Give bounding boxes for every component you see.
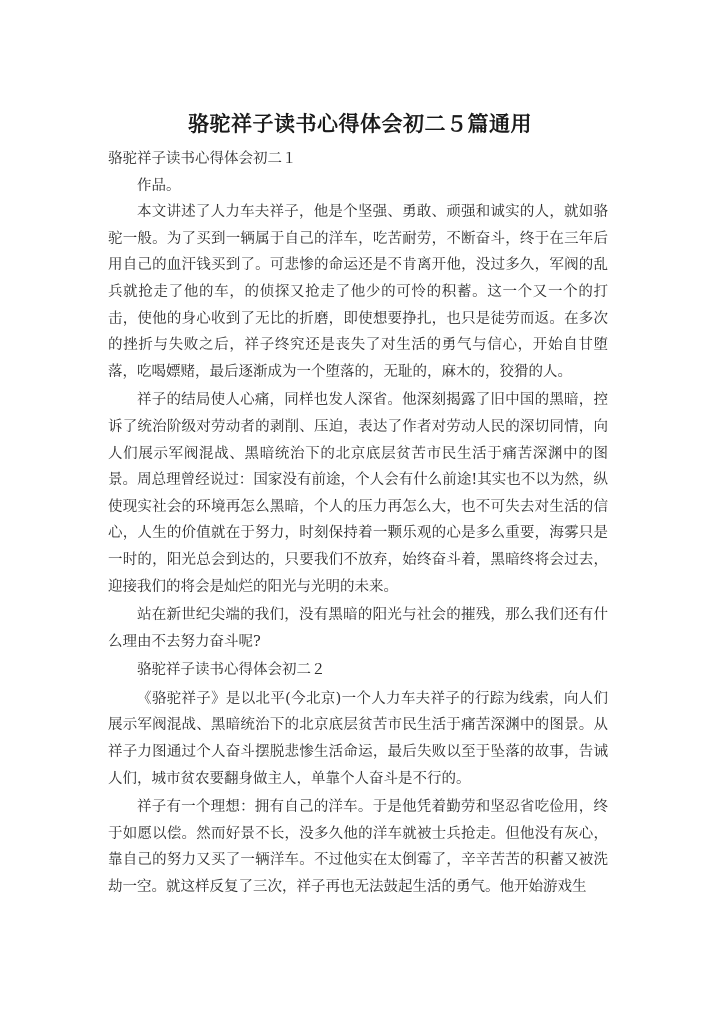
paragraph: 站在新世纪尖端的我们，没有黑暗的阳光与社会的摧残，那么我们还有什么理由不去努力奋斗呢?	[108, 607, 608, 650]
section-heading-1: 骆驼祥子读书心得体会初二１	[108, 151, 297, 167]
paragraph: 祥子有一个理想：拥有自己的洋车。于是他凭着勤劳和坚忍省吃俭用，终于如愿以偿。然而好景不长，没多久他的洋车就被士兵抢走。但他没有灰心，靠自己的努力又买了一辆洋车。不过他实在太倒霉了，辛辛苦苦的积蓄又被洗劫一空。就这样反复了三次，祥子再也无法鼓起生活的勇气。他开始游戏生	[108, 799, 608, 896]
paragraph: 本文讲述了人力车夫祥子，他是个坚强、勇敢、顽强和诚实的人，就如骆驼一般。为了买到一辆属于自己的洋车，吃苦耐劳，不断奋斗，终于在三年后用自己的血汗钱买到了。可悲惨的命运还是不肯离开他，没过多久，军阀的乱兵就抢走了他的车，的侦探又抢走了他少的可怜的积蓄。这一个又一个的打击，使他的身心收到了无比的折磨，即使想要挣扎，也只是徒劳而返。在多次的挫折与失败之后，祥子终究还是丧失了对生活的勇气与信心，开始自甘堕落，吃喝嫖赌，最后逐渐成为一个堕落的，无耻的，麻木的，狡猾的人。	[108, 204, 608, 380]
document-body	[108, 146, 608, 901]
section-heading-2: 骆驼祥子读书心得体会初二２	[137, 662, 326, 679]
document-title: 骆驼祥子读书心得体会初二５篇通用	[188, 112, 532, 136]
paragraph: 《骆驼祥子》是以北平(今北京)一个人力车夫祥子的行踪为线索，向人们展示军阀混战、黑暗统治下的北京底层贫苦市民生活于痛苦深渊中的图景。从祥子力图通过个人奋斗摆脱悲惨生活命运，最后失败以至于坠落的故事，告诫人们，城市贫农要翻身做主人，单靠个人奋斗是不行的。	[108, 690, 608, 787]
paragraph: 祥子的结局使人心痛，同样也发人深省。他深刻揭露了旧中国的黑暗，控诉了统治阶级对劳动者的剥削、压迫，表达了作者对劳动人民的深切同情，向人们展示军阀混战、黑暗统治下的北京底层贫苦市民生活于痛苦深渊中的图景。周总理曾经说过：国家没有前途，个人会有什么前途!其实也不以为然，纵使现实社会的环境再怎么黑暗，个人的压力再怎么大，也不可失去对生活的信心，人生的价值就在于努力，时刻保持着一颗乐观的心是多么重要，海雾只是一时的，阳光总会到达的，只要我们不放弃，始终奋斗着，黑暗终将会过去，迎接我们的将会是灿烂的阳光与光明的未来。	[108, 392, 608, 595]
paragraph: 作品。	[137, 177, 181, 194]
